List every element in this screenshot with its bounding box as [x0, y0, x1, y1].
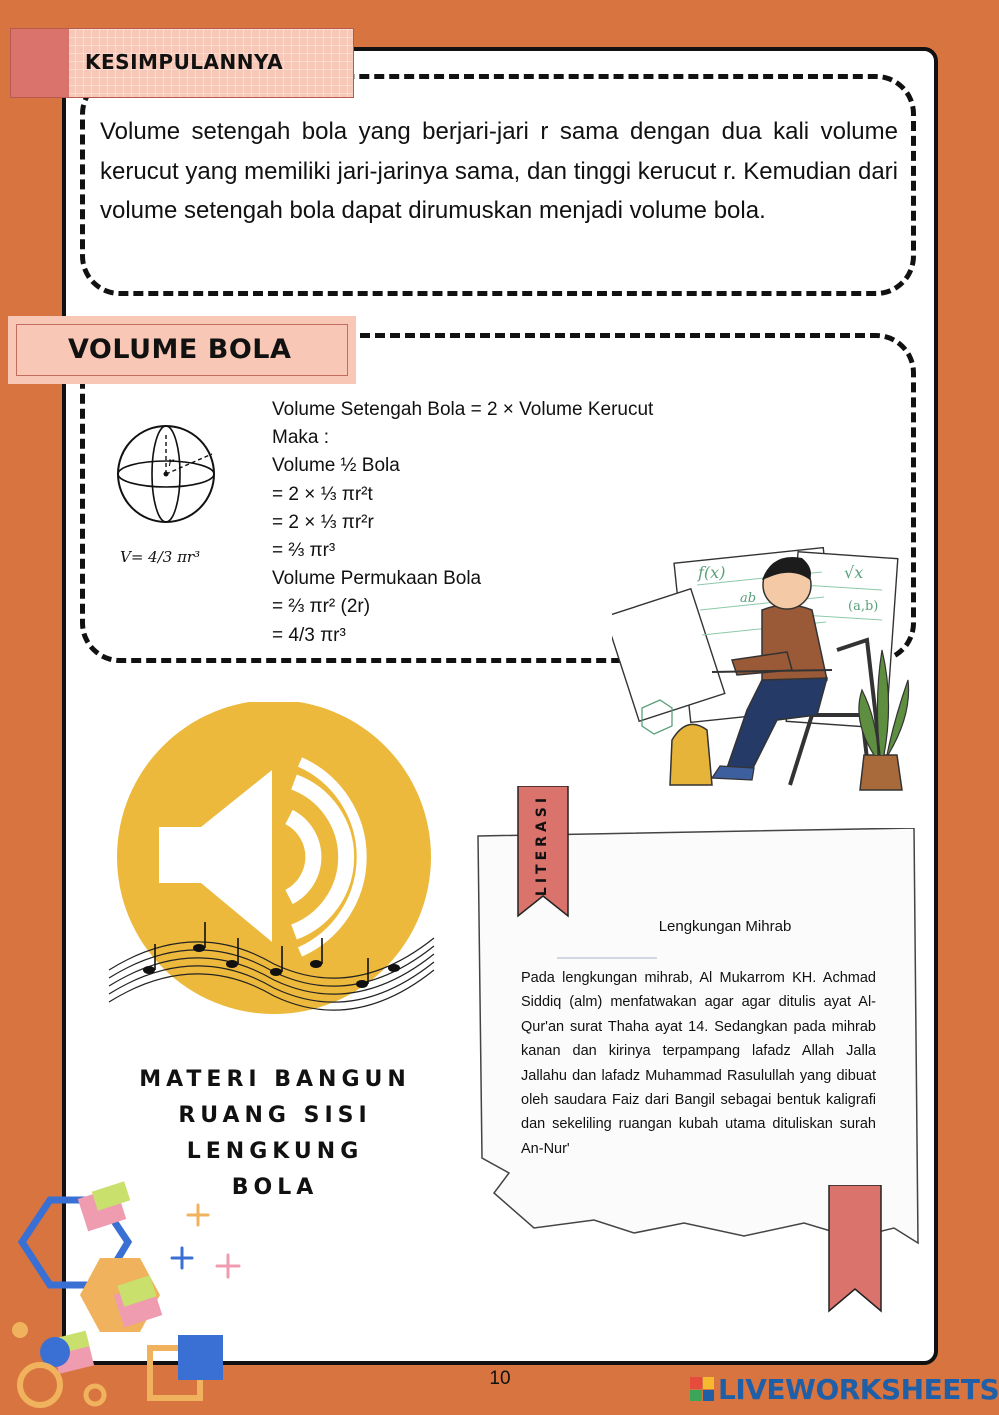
liveworksheets-logo-icon	[690, 1377, 714, 1401]
svg-text:(a,b): (a,b)	[848, 599, 879, 614]
formula-line: Volume ½ Bola	[272, 455, 400, 477]
formula-line: = 4/3 πr³	[272, 624, 346, 646]
formula-line: = ⅔ πr² (2r)	[272, 596, 371, 618]
literasi-body: Pada lengkungan mihrab, Al Mukarrom KH. Achmad Siddiq (alm) menfatwakan agar agar ditulis ayat Al-Qur'an surat Thaha ayat 14. Sedangkan pada mihrab kanan dan kirinya terpampang lafadz Allah Jalla Jallahu dan lafadz Muhammad Rasulullah yang dibuat oleh saudara Faiz dari Bangil sebagai bentuk kaligrafi dan sekeliling ruangan kubah utama dituliskan surah An-Nur'	[521, 970, 876, 1157]
svg-text:√x: √x	[844, 563, 864, 582]
volume-heading-tag	[8, 316, 356, 384]
conclusion-heading: KESIMPULANNYA	[85, 50, 284, 74]
conclusion-text: Volume setengah bola yang berjari-jari r sama dengan dua kali volume kerucut yang memiliki jari-jarinya sama, dan tinggi kerucut r. Kemudian dari volume setengah bola dapat dirumuskan menjadi volume bola.	[100, 118, 898, 224]
formula-line: = 2 × ⅓ πr²r	[272, 511, 374, 533]
brand-text: LIVEWORKSHEETS	[718, 1372, 999, 1406]
page-number: 10	[489, 1368, 511, 1389]
audio-title-line: MATERI BANGUN	[139, 1067, 411, 1092]
literasi-title: Lengkungan Mihrab	[658, 918, 792, 935]
svg-text:ab: ab	[740, 591, 757, 606]
liveworksheets-brand[interactable]	[690, 1372, 999, 1406]
conclusion-heading-tag	[10, 28, 354, 98]
audio-speaker-button[interactable]	[104, 702, 444, 1022]
formula-line: Volume Setengah Bola = 2 × Volume Kerucut	[272, 399, 654, 420]
volume-heading: VOLUME BOLA	[68, 334, 292, 365]
audio-title-line: BOLA	[231, 1175, 319, 1200]
sphere-figure	[108, 424, 224, 574]
formula-line: = 2 × ⅓ πr²t	[272, 483, 373, 505]
svg-text:f(x): f(x)	[698, 563, 726, 582]
literasi-tag-label: LITERASI	[534, 793, 550, 897]
volume-formula	[272, 396, 653, 650]
formula-line: Maka :	[272, 427, 330, 449]
literasi-tag	[517, 790, 567, 900]
decorative-shapes	[10, 1180, 250, 1410]
bookmark-ribbon	[826, 1185, 884, 1313]
student-illustration	[612, 540, 922, 795]
svg-text:r: r	[168, 455, 174, 469]
audio-title-line: RUANG SISI LENGKUNG	[178, 1103, 372, 1164]
formula-line: Volume Permukaan Bola	[272, 568, 482, 590]
formula-line: = ⅔ πr³	[272, 540, 336, 562]
figure-formula: V= 4/3 πr³	[120, 548, 201, 566]
